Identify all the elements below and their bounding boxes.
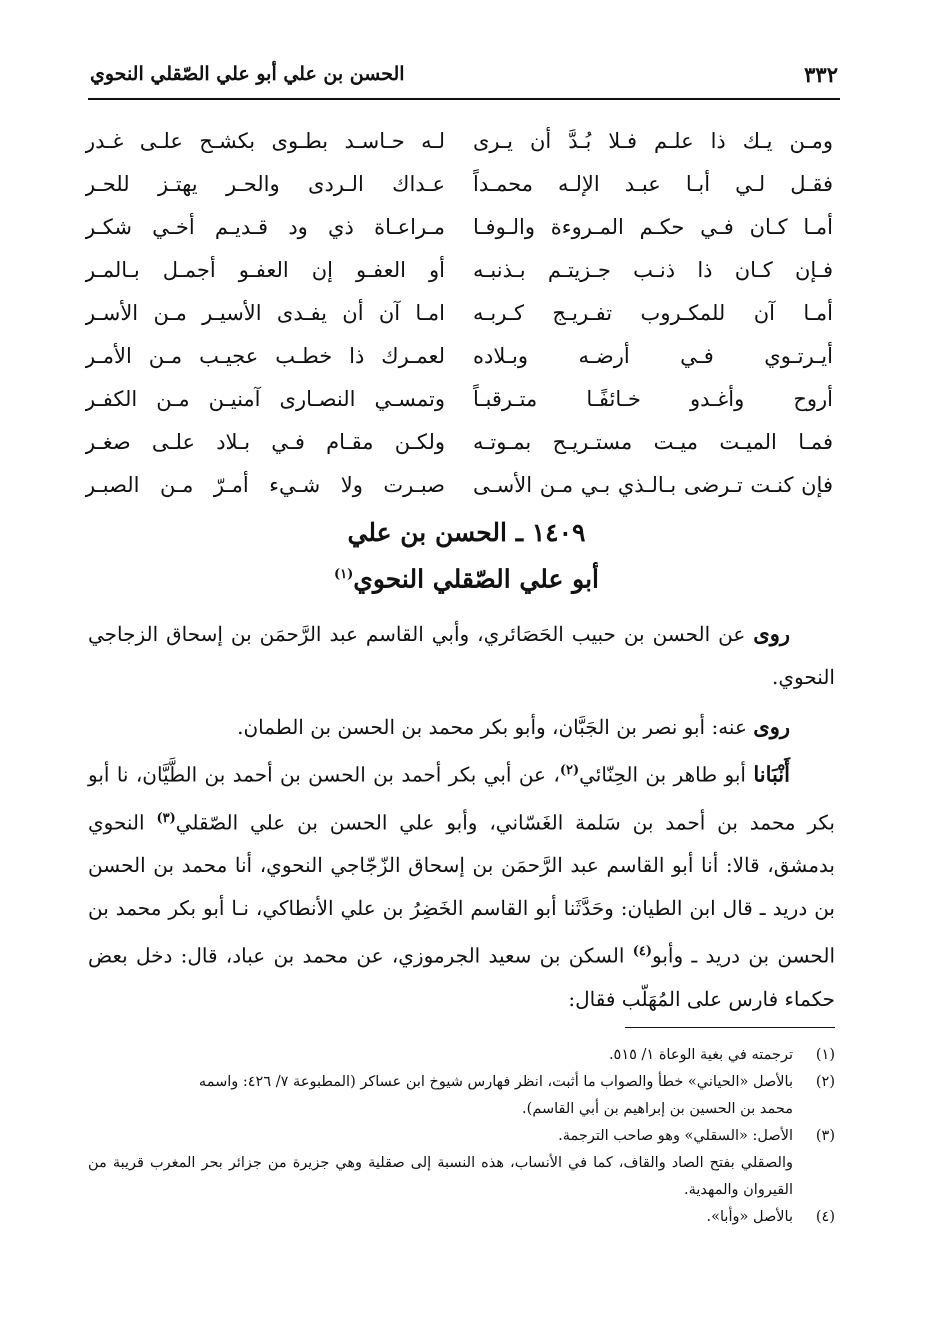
verse <box>85 378 833 421</box>
verse-second-hemistich: لـه حـاسـد بطـوى بكشـح علـى غـدر <box>85 129 445 153</box>
verse-first-hemistich: فإن كنـت تـرضى بـالـذي بـي مـن الأسـى <box>473 473 833 497</box>
running-title: الحسن بن علي أبو علي الصّقلي النحوي <box>90 63 405 85</box>
entry-subtitle-text: أبو علي الصّقلي النحوي <box>353 564 599 594</box>
paragraph-text: عنه: أبو نصر بن الجَبَّان، وأبو بكر محمد بن الحسن بن الطمان. <box>237 715 754 739</box>
paragraph-lead: روى <box>753 621 790 646</box>
header-rule <box>88 98 840 100</box>
verse-second-hemistich: أو العفـو إن العفـو أجمـل بـالمـر <box>85 258 445 282</box>
paragraph-text: عن الحسن بن حبيب الحَصَائري، وأبي القاسم عبد الرَّحمَن بن إسحاق الزجاجي النحوي. <box>88 622 835 689</box>
footnotes <box>88 1042 835 1231</box>
poem <box>85 120 833 505</box>
verse <box>85 163 833 206</box>
footnote-continuation: محمد بن الحسين بن إبراهيم بن أبي القاسم). <box>522 1101 793 1117</box>
verse <box>85 464 833 507</box>
footnote-number: (٣) <box>815 1128 835 1144</box>
verse-second-hemistich: ولكـن مقـام فـي بـلاد علـى صغـر <box>85 430 445 454</box>
verse-second-hemistich: صبـرت ولا شـيء أمـرّ مـن الصبـر <box>85 473 445 497</box>
verse-second-hemistich: وتمسـي النصـارى آمنيـن مـن الكفـر <box>85 387 445 411</box>
verse <box>85 292 833 335</box>
verse-first-hemistich: ومـن يـك ذا علـم فـلا بُـدَّ أن يـرى <box>473 129 833 153</box>
footnote-ref[interactable]: (٢) <box>559 763 580 778</box>
verse <box>85 421 833 464</box>
verse-first-hemistich: فمـا الميـت ميـت مستـريـح بمـوتـه <box>473 430 833 454</box>
footnote-text: بالأصل «الحياني» خطأ والصواب ما أثبت، انظر فهارس شيوخ ابن عساكر (المطبوعة ٧/ ٤٢٦: واسمه <box>198 1074 793 1090</box>
footnote-text: ترجمته في بغية الوعاة ١/ ٥١٥. <box>608 1047 793 1063</box>
footnote-rule <box>625 1027 835 1028</box>
verse-first-hemistich: أمـا كـان فـي حكـم المـروءة والـوفـا <box>473 215 833 239</box>
paragraph <box>88 749 835 1021</box>
verse <box>85 335 833 378</box>
footnote-text: الأصل: «السقلي» وهو صاحب الترجمة. <box>558 1128 793 1144</box>
footnote <box>88 1123 835 1150</box>
footnote-continuation: والصقلي بفتح الصاد والقاف، كما في الأنساب، هذه النسبة إلى صقلية وهي جزيرة من جزائر بحر المغرب قريبة من القيروان والمهدية. <box>88 1155 793 1198</box>
paragraph <box>88 612 835 699</box>
verse-first-hemistich: فـإن كـان ذا ذنـب جـزيتـم بـذنبـه <box>473 258 833 282</box>
paragraph-lead: أَنْبَانا <box>753 761 790 787</box>
verse-first-hemistich: أيـرتـوي فـي أرضـه وبـلاده <box>473 344 833 368</box>
footnote-number: (٢) <box>815 1074 835 1090</box>
paragraph-text: النحوي بدمشق، قالا: أنا أبو القاسم عبد الرَّحمَن بن إسحاق الزّجّاجي النحوي، أنا محمد بن الحسن بن دريد ـ قال ابن الطيان: وحَدَّثَنا أبو القاسم الخَضِرُ بن علي الأنطاكي، نـا أبو بكر محمد بن الحسن بن دريد ـ وأبو <box>88 810 835 968</box>
paragraph-text: أبو طاهر بن الحِنّائي <box>579 762 754 787</box>
footnote-number: (٤) <box>815 1209 835 1225</box>
paragraph-lead: روى <box>753 714 790 739</box>
verse-second-hemistich: مـراعـاة ذي ود قـديـم أخـي شكـر <box>85 215 445 239</box>
page-number: ٣٣٢ <box>804 61 838 87</box>
entry-subtitle <box>0 557 933 597</box>
footnote-number: (١) <box>815 1047 835 1063</box>
verse-first-hemistich: فقـل لـي أبـا عبـد الإلـه محمـداً <box>473 172 833 196</box>
verse <box>85 120 833 163</box>
footnote <box>88 1204 835 1231</box>
verse-second-hemistich: امـا آن أن يفـدى الأسيـر مـن الأسـر <box>85 301 445 325</box>
verse <box>85 206 833 249</box>
footnote-text: بالأصل «وأبا». <box>706 1209 793 1225</box>
verse-second-hemistich: لعمـرك ذا خطـب عجيـب مـن الأمـر <box>85 344 445 368</box>
footnote-ref[interactable]: (١) <box>334 567 354 582</box>
footnote <box>88 1042 835 1069</box>
verse-first-hemistich: أروح وأغـدو خـائفًـا متـرقبـاً <box>473 387 833 411</box>
paragraph-text: السكن بن سعيد الجرموزي، عن محمد بن عباد، قال: دخل بعض حكماء فارس على المُهَلّب فقال: <box>88 943 835 1011</box>
page-header <box>90 56 838 92</box>
verse-first-hemistich: أمـا آن للمكـروب تفـريـج كـربـه <box>473 301 833 325</box>
paragraph-text: ، عن أبي بكر أحمد بن الحسن بن أحمد بن الطَّيَّان، نا أبو بكر محمد بن أحمد بن سَلمة الغَسّاني، وأبو علي الحسن بن علي الصّقلي <box>88 762 835 835</box>
verse <box>85 249 833 292</box>
footnote <box>88 1069 835 1096</box>
footnote-ref[interactable]: (٤) <box>632 944 652 960</box>
verse-second-hemistich: عـداك الـردى والحـر يهتـز للحـر <box>85 172 445 196</box>
footnote-ref[interactable]: (٣) <box>156 810 176 826</box>
entry-title: ١٤٠٩ ـ الحسن بن علي <box>347 518 586 547</box>
paragraph <box>88 705 835 749</box>
body-text <box>88 612 835 1021</box>
